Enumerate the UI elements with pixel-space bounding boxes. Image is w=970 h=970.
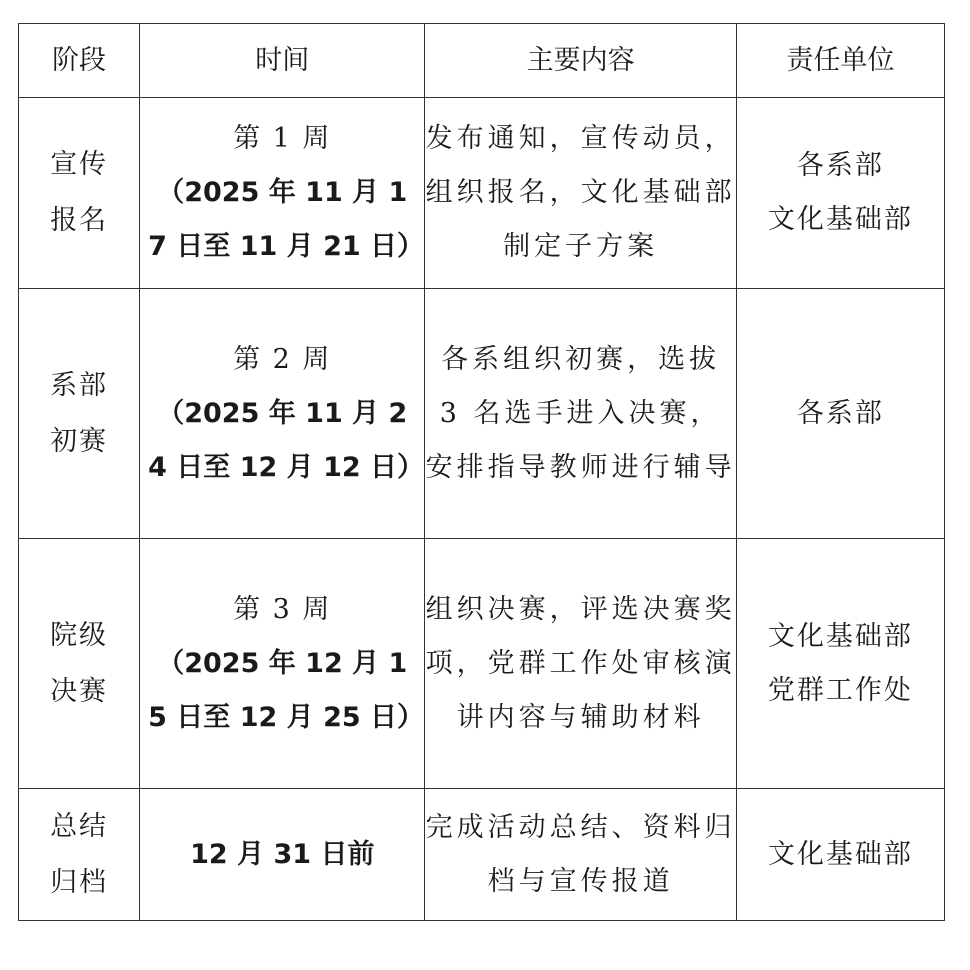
stage-cell: [19, 789, 140, 921]
header-content: 主要内容: [425, 24, 736, 98]
schedule-sheet: [18, 23, 945, 921]
content-cell: 组织决赛，评选决赛奖项，党群工作处审核演讲内容与辅助材料: [425, 539, 736, 789]
unit-name: 文化基础部: [767, 838, 913, 870]
time-cell: [140, 289, 425, 539]
unit-cell: [736, 98, 944, 289]
header-row: [19, 24, 945, 98]
week-label: 第 1 周: [233, 123, 332, 154]
week-label: 第 3 周: [233, 593, 332, 625]
date-range: （2025 年 12 月 15 日至 12 月 25 日）: [148, 647, 425, 733]
time-cell: [140, 789, 425, 921]
table-row: [19, 539, 945, 789]
header-stage: 阶段: [19, 24, 140, 98]
stage-label: 总结归档: [50, 810, 109, 898]
date-range: （2025 年 11 月 24 日至 12 月 12 日）: [148, 397, 425, 483]
unit-name: 文化基础部: [767, 620, 913, 652]
unit-name: 各系部: [796, 150, 884, 181]
stage-cell: [19, 289, 140, 539]
table-row: [19, 289, 945, 539]
unit-cell: [736, 539, 944, 789]
time-cell: [140, 98, 425, 289]
stage-label: 院级决赛: [50, 619, 109, 707]
unit-cell: [736, 289, 944, 539]
content-cell: 完成活动总结、资料归档与宣传报道: [425, 789, 736, 921]
content-cell: 各系组织初赛，选拔 3 名选手进入决赛，安排指导教师进行辅导: [425, 289, 736, 539]
header-time: 时间: [140, 24, 425, 98]
deadline-label: 12 月 31 日前: [190, 838, 375, 870]
stage-label: 宣传报名: [50, 149, 109, 236]
unit-name: 各系部: [796, 397, 884, 429]
week-label: 第 2 周: [233, 343, 332, 375]
unit-name: 文化基础部: [767, 204, 913, 235]
stage-cell: [19, 539, 140, 789]
time-cell: [140, 539, 425, 789]
stage-cell: [19, 98, 140, 289]
stage-label: 系部初赛: [50, 369, 109, 457]
header-unit: 责任单位: [736, 24, 944, 98]
schedule-table: [18, 23, 945, 921]
table-row: [19, 789, 945, 921]
table-row: [19, 98, 945, 289]
unit-cell: [736, 789, 944, 921]
date-range: （2025 年 11 月 17 日至 11 月 21 日）: [148, 177, 425, 262]
content-cell: 发布通知，宣传动员，组织报名，文化基础部制定子方案: [425, 98, 736, 289]
unit-name: 党群工作处: [767, 674, 913, 706]
